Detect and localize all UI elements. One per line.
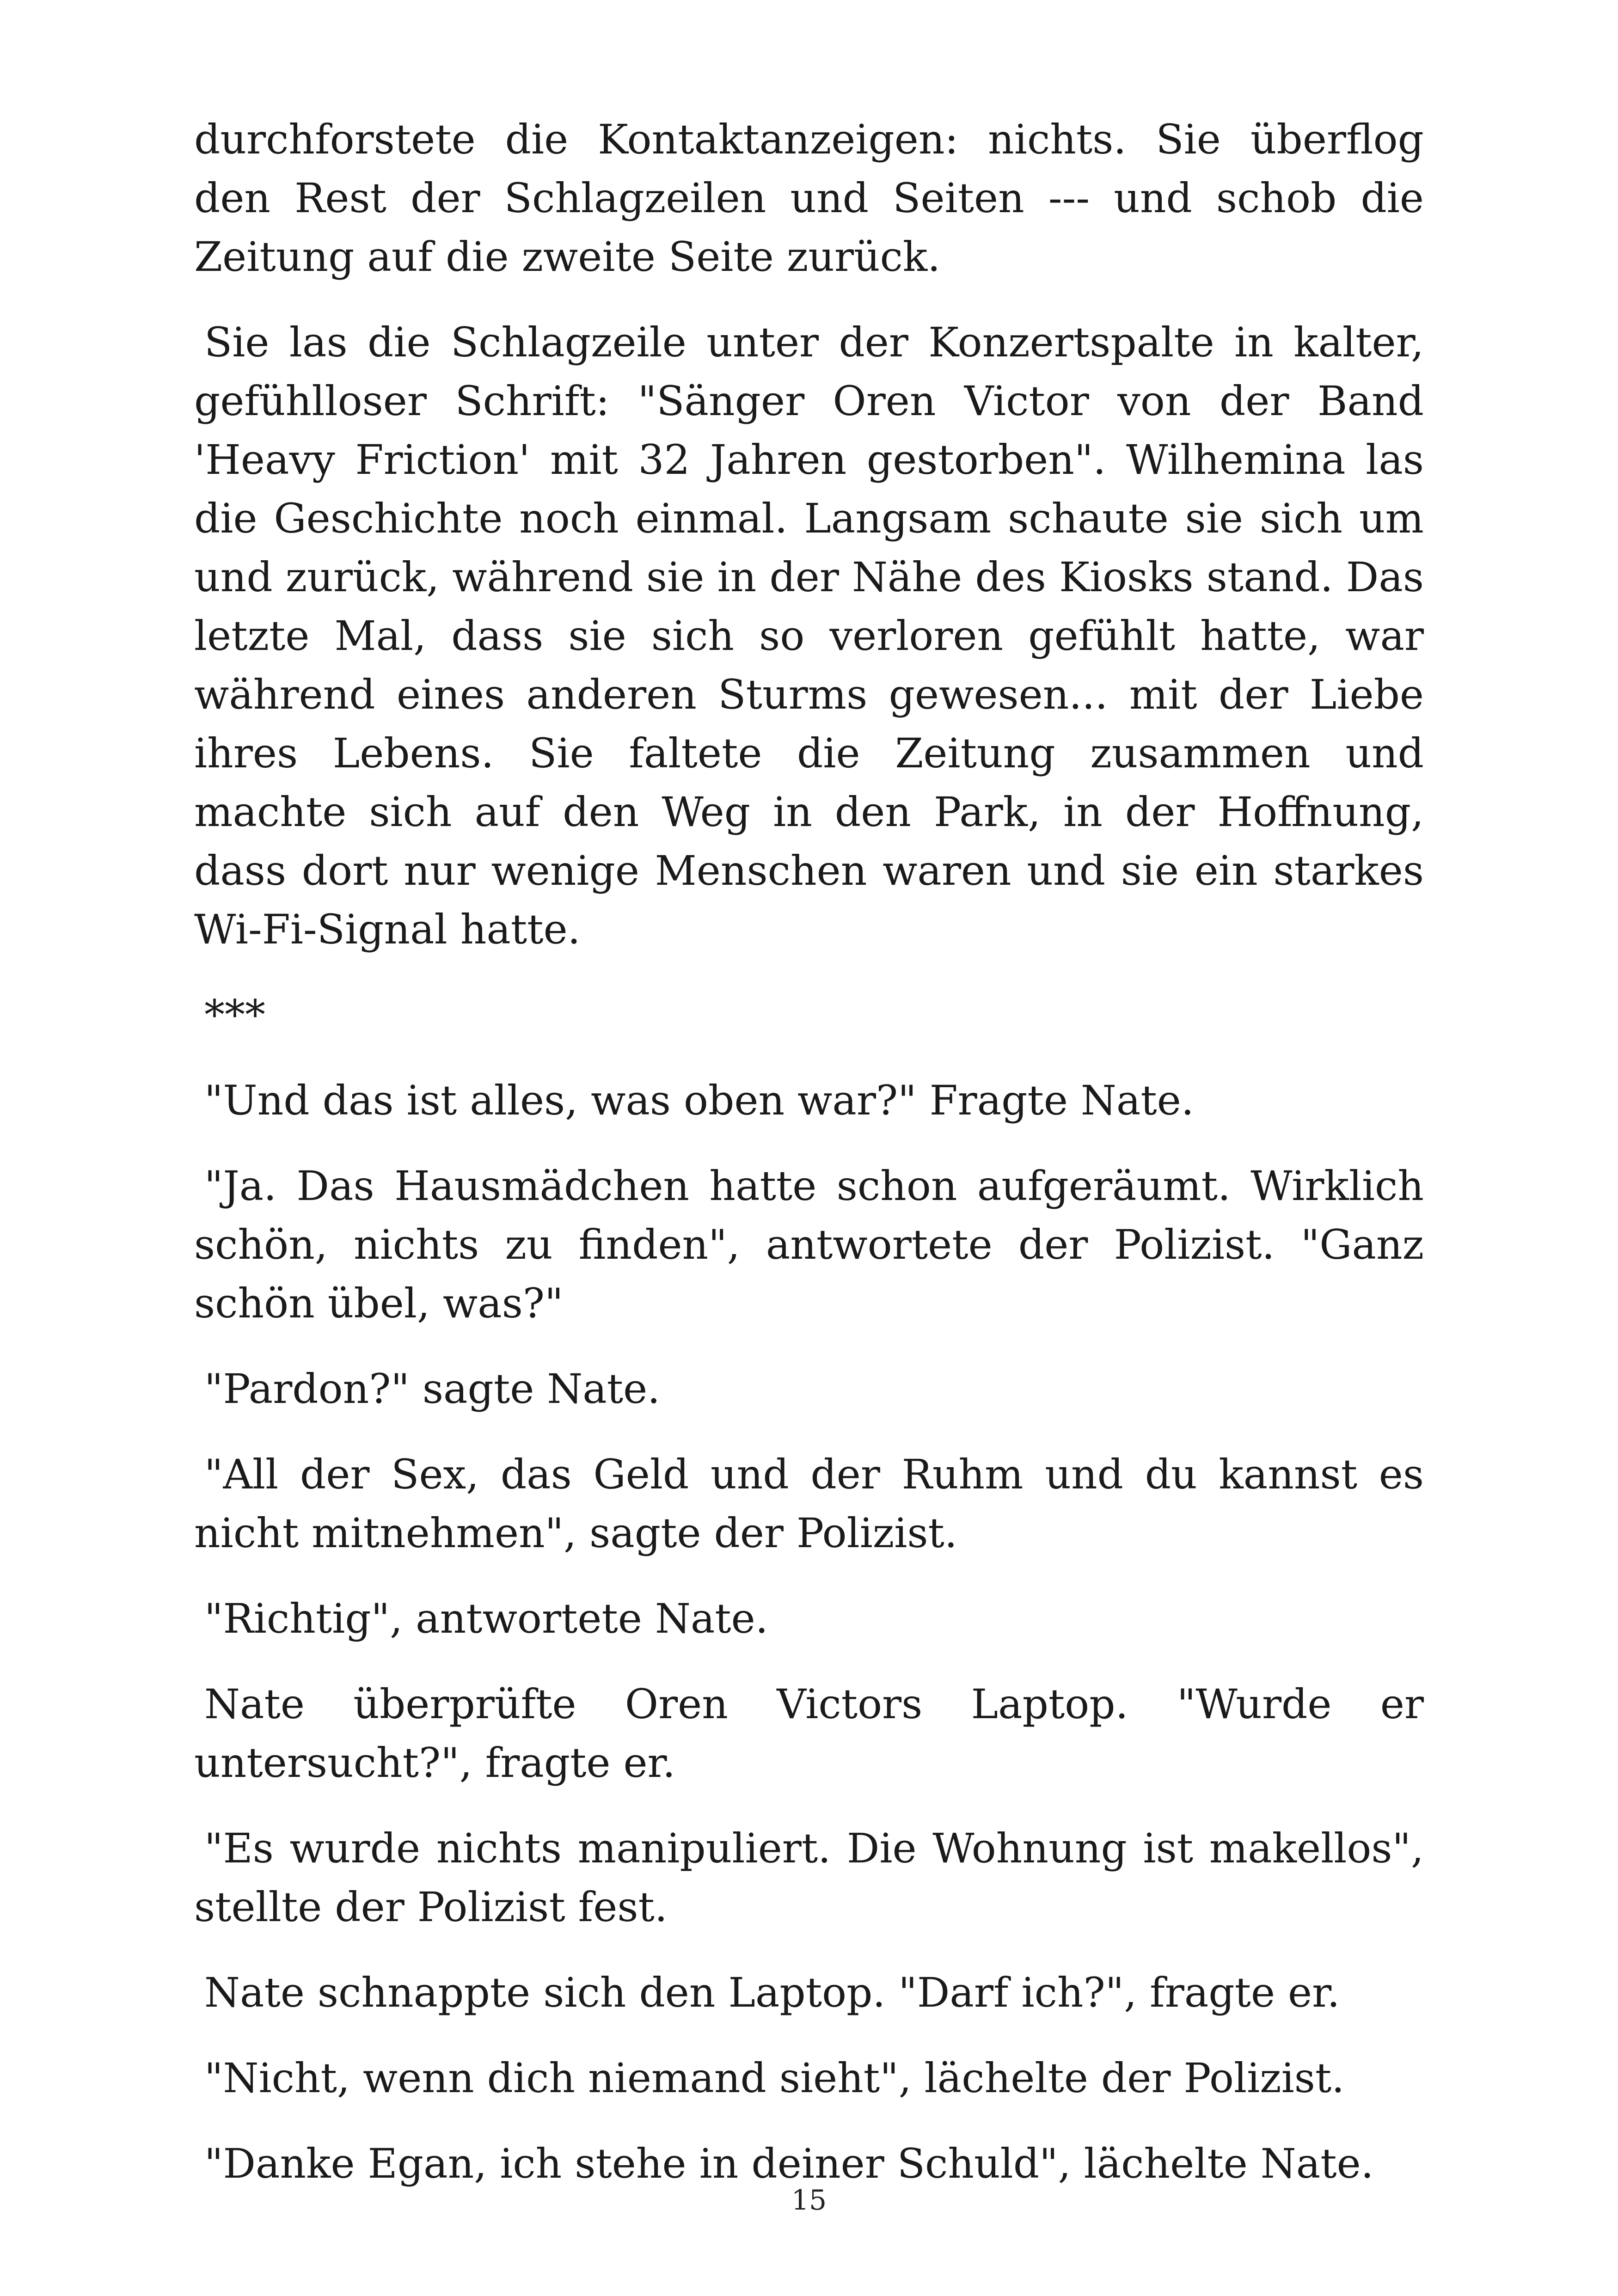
page-number: 15 [791, 2184, 827, 2216]
paragraph-10: Nate schnappte sich den Laptop. "Darf ich?", fragte er. [204, 1969, 1340, 2016]
paragraph-12: "Danke Egan, ich stehe in deiner Schuld", lächelte Nate. [204, 2140, 1374, 2187]
paragraph-3: "Und das ist alles, was oben war?" Fragte Nate. [204, 1077, 1194, 1124]
paragraph-11: "Nicht, wenn dich niemand sieht", lächelte der Polizist. [204, 2054, 1345, 2102]
body-text [194, 110, 1424, 2220]
paragraph-6: "All der Sex, das Geld und der Ruhm und du kannst es nicht mitnehmen", sagte der Polizist. [194, 1451, 1424, 1557]
paragraph-9: "Es wurde nichts manipuliert. Die Wohnung ist makellos", stellte der Polizist fest. [194, 1825, 1424, 1931]
scene-break: *** [204, 991, 265, 1039]
paragraph-5: "Pardon?" sagte Nate. [204, 1365, 661, 1413]
paragraph-4: "Ja. Das Hausmädchen hatte schon aufgeräumt. Wirklich schön, nichts zu finden", antwortete der Polizist. "Ganz schön übel, was?" [194, 1162, 1424, 1327]
paragraph-1: durchforstete die Kontaktanzeigen: nichts. Sie überflog den Rest der Schlagzeilen und Seiten --- und schob die Zeitung auf die zweite Seite zurück. [194, 116, 1424, 281]
paragraph-8: Nate überprüfte Oren Victors Laptop. "Wurde er untersucht?", fragte er. [194, 1680, 1424, 1787]
paragraph-7: "Richtig", antwortete Nate. [204, 1595, 768, 1642]
paragraph-2: Sie las die Schlagzeile unter der Konzertspalte in kalter, gefühlloser Schrift: "Sänger Oren Victor von der Band 'Heavy Friction' mit 32 Jahren gestorben". Wilhemina las die Geschichte noch einmal. Langsam schaute sie sich um und zurück, während sie in der Nähe des Kiosks stand. Das letzte Mal, dass sie sich so verloren gefühlt hatte, war während eines anderen Sturms gewesen... mit der Liebe ihres Lebens. Sie faltete die Zeitung zusammen und machte sich auf den Weg in den Park, in der Hoffnung, dass dort nur wenige Menschen waren und sie ein starkes Wi-Fi-Signal hatte. [194, 318, 1424, 953]
